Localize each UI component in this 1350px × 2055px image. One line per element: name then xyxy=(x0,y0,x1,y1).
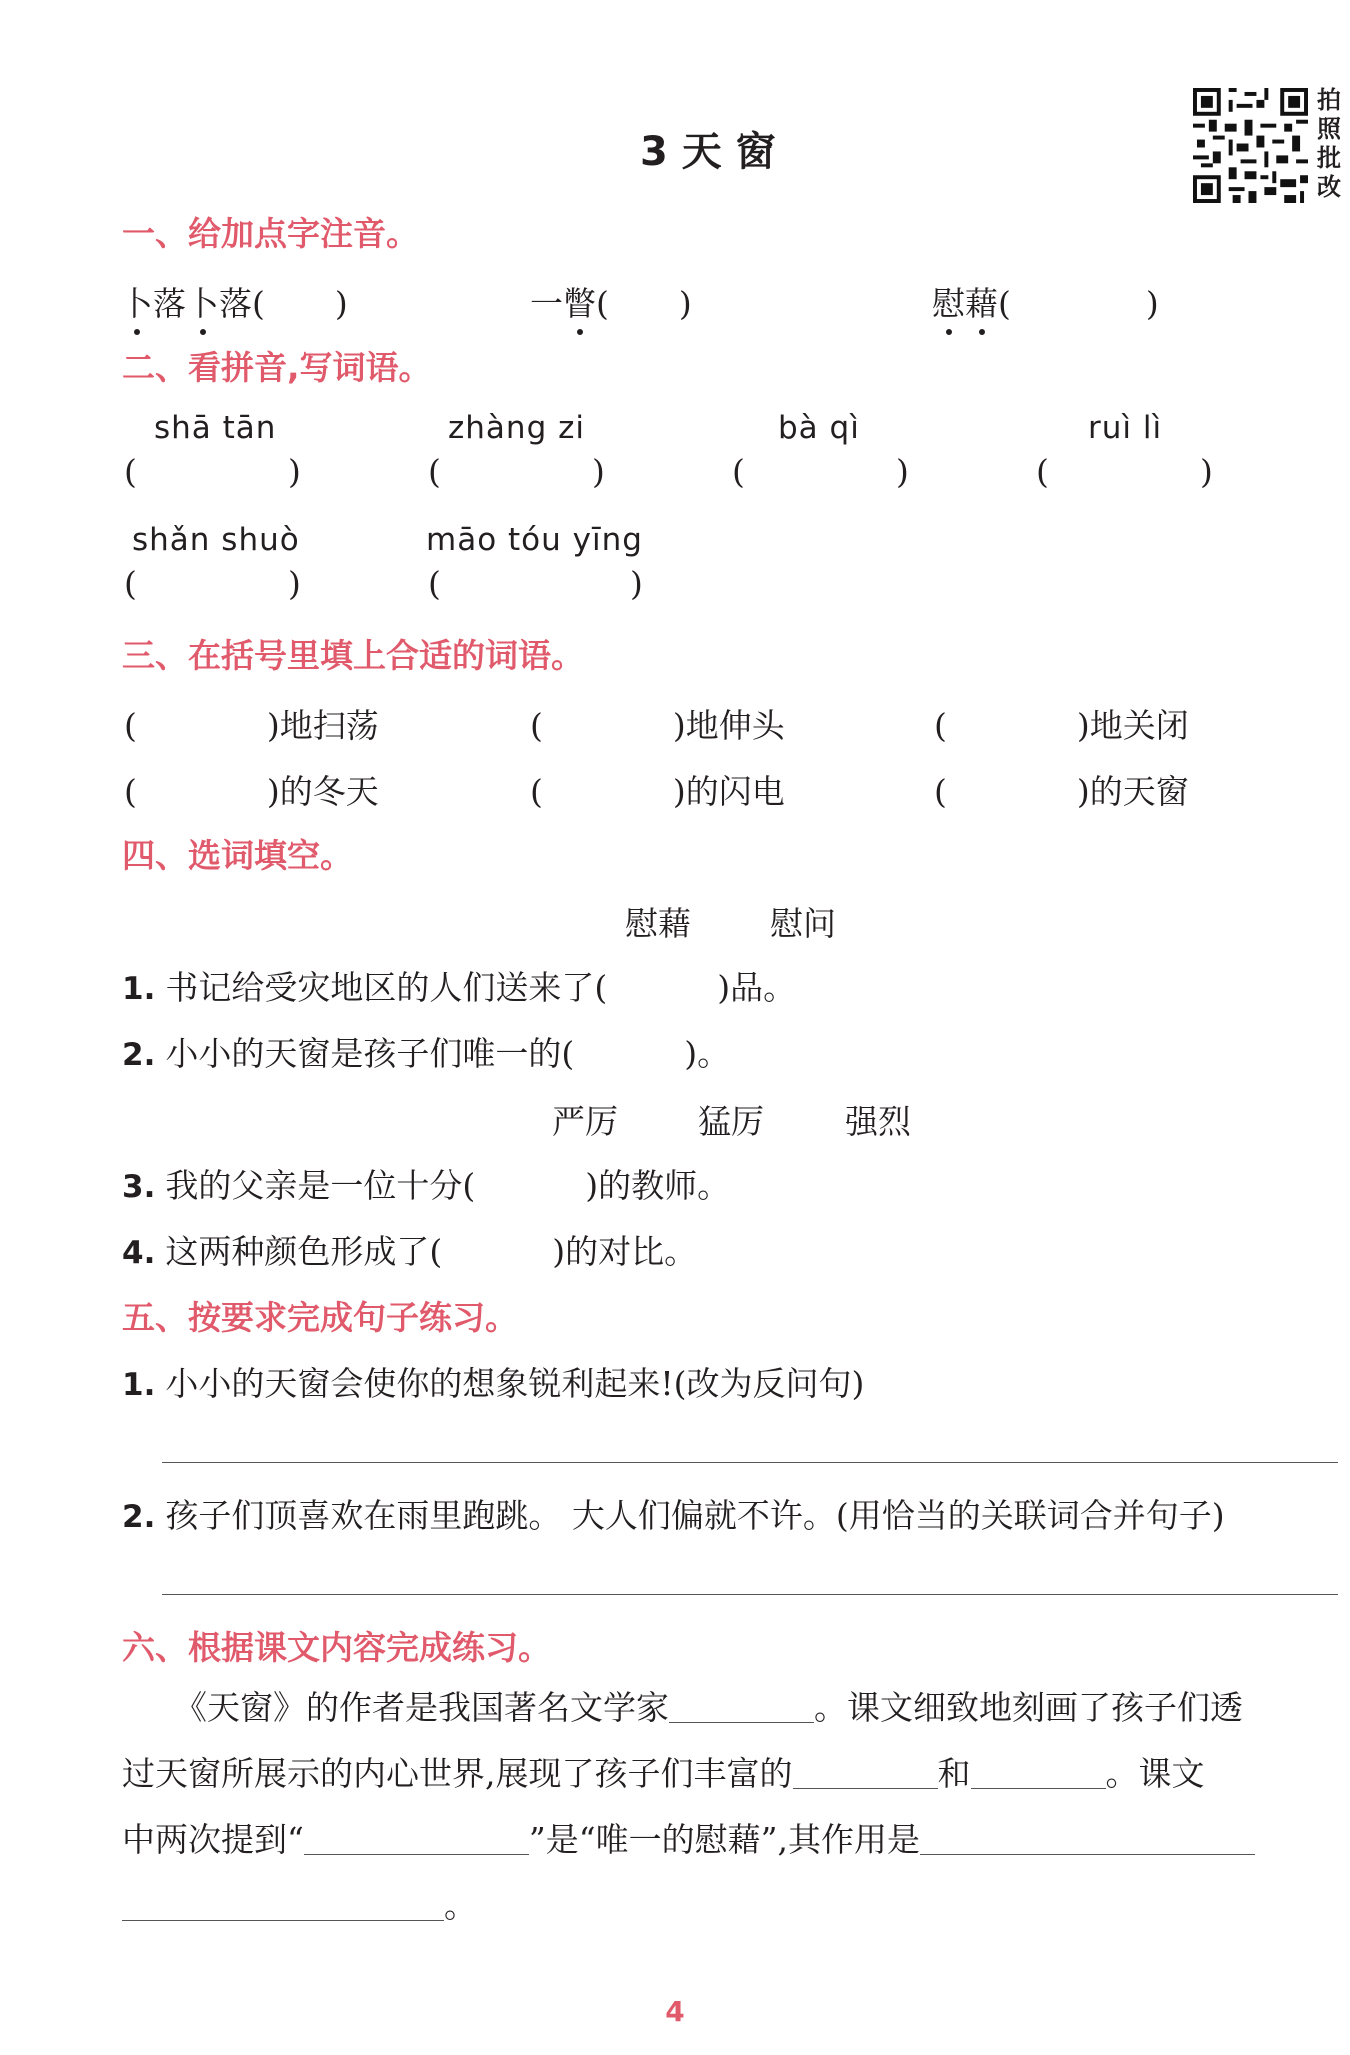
s1-item-1: 卜落卜落( ) xyxy=(120,278,348,325)
section-6-heading: 六、根据课文内容完成练习。 xyxy=(122,1628,551,1667)
answer-line[interactable] xyxy=(162,1594,1338,1595)
pinyin-2: zhàng zi xyxy=(448,410,585,446)
s5-q1: 1. 小小的天窗会使你的想象锐利起来!(改为反问句) xyxy=(122,1364,865,1403)
answer-blank[interactable] xyxy=(920,1824,1255,1855)
answer-blank[interactable] xyxy=(669,1692,814,1723)
s3-item-2: ( )地伸头 xyxy=(530,706,785,745)
pinyin-1: shā tān xyxy=(154,410,277,446)
s1-item-3: 慰藉( ) xyxy=(932,278,1159,325)
section-3-heading: 三、在括号里填上合适的词语。 xyxy=(122,636,584,675)
s6-line-3: 中两次提到“ ”是“唯一的慰藉”,其作用是 xyxy=(122,1807,1337,1873)
word-choice: 慰问 xyxy=(770,904,836,943)
word-choice: 严厉 xyxy=(552,1102,618,1141)
s3-item-1: ( )地扫荡 xyxy=(124,706,379,745)
section-4-heading: 四、选词填空。 xyxy=(122,836,353,875)
section-5-heading: 五、按要求完成句子练习。 xyxy=(122,1298,518,1337)
pinyin-3: bà qì xyxy=(778,410,860,446)
pinyin-6: māo tóu yīng xyxy=(426,522,643,558)
s5-q2: 2. 孩子们顶喜欢在雨里跑跳。 大人们偏就不许。(用恰当的关联词合并句子) xyxy=(122,1496,1225,1535)
answer-line[interactable] xyxy=(162,1462,1338,1463)
section-1-heading: 一、给加点字注音。 xyxy=(122,214,419,253)
word-choice: 强烈 xyxy=(845,1102,911,1141)
section-2-heading: 二、看拼音,写词语。 xyxy=(122,348,432,387)
qr-label: 拍照批改 xyxy=(1317,86,1341,201)
s6-line-2: 过天窗所展示的内心世界,展现了孩子们丰富的 和 。课文 xyxy=(122,1754,1205,1793)
s3-item-5: ( )的闪电 xyxy=(530,772,785,811)
s4-q3: 3. 我的父亲是一位十分( )的教师。 xyxy=(122,1166,731,1205)
word-choice: 猛厉 xyxy=(698,1102,764,1141)
s3-item-6: ( )的天窗 xyxy=(934,772,1189,811)
s4-q2: 2. 小小的天窗是孩子们唯一的( )。 xyxy=(122,1034,731,1073)
s4-q4: 4. 这两种颜色形成了( )的对比。 xyxy=(122,1232,698,1271)
s4-q1: 1. 书记给受灾地区的人们送来了( )品。 xyxy=(122,968,797,1007)
page-title: 3 天 窗 xyxy=(640,129,776,175)
s6-line-1: 《天窗》的作者是我国著名文学家 。课文细致地刻画了孩子们透 xyxy=(174,1688,1243,1727)
s3-item-4: ( )的冬天 xyxy=(124,772,379,811)
s3-item-3: ( )地关闭 xyxy=(934,706,1189,745)
word-choice: 慰藉 xyxy=(625,904,691,943)
qr-code-icon[interactable] xyxy=(1193,88,1308,203)
answer-blank[interactable] xyxy=(122,1890,444,1921)
page-number: 4 xyxy=(665,1995,685,2028)
pinyin-4: ruì lì xyxy=(1088,410,1163,446)
s6-line-4: 。 xyxy=(122,1873,1337,1939)
answer-blank[interactable] xyxy=(971,1758,1106,1789)
pinyin-5: shǎn shuò xyxy=(132,522,300,558)
s1-item-2: 一瞥( ) xyxy=(530,278,692,325)
answer-blank[interactable] xyxy=(793,1758,938,1789)
answer-blank[interactable] xyxy=(304,1824,529,1855)
